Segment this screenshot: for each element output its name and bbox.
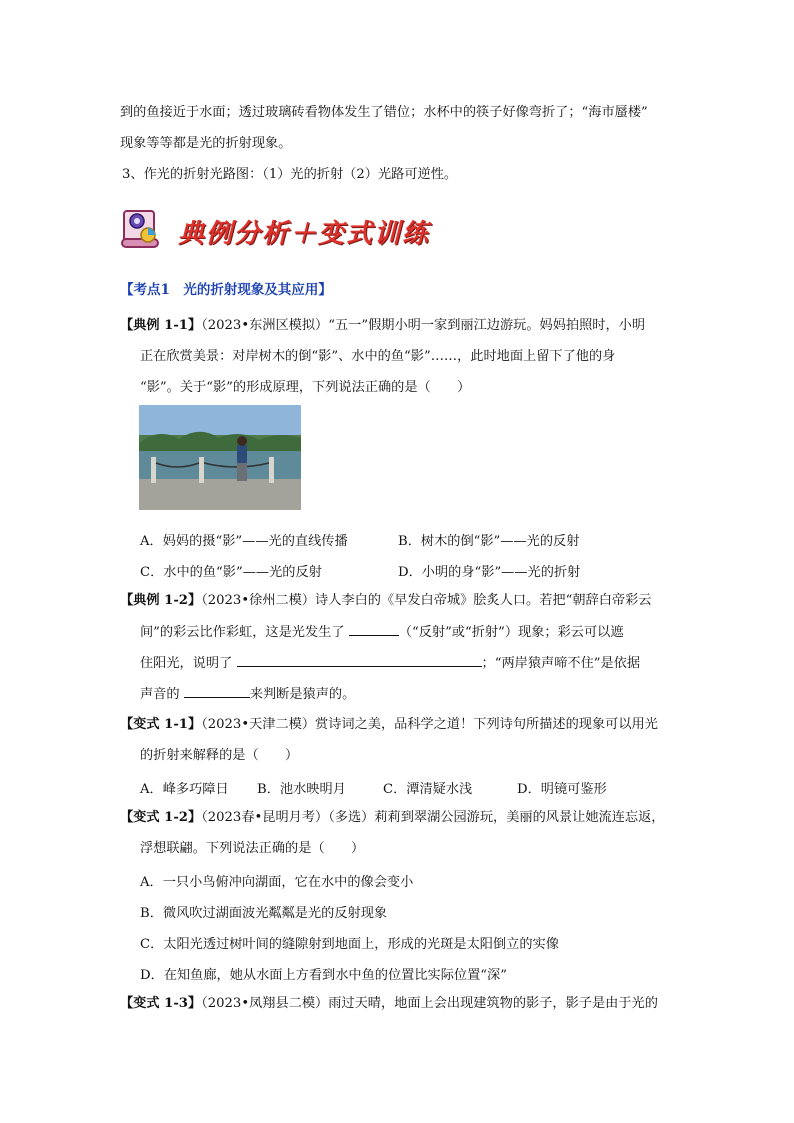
- answer-blank-2[interactable]: [237, 654, 482, 667]
- question-1-1-line-2: 正在欣赏美景：对岸树木的倒“影”、水中的鱼“影”……，此时地面上留下了他的身: [140, 349, 616, 364]
- variant-tag: 【变式 1-3】: [120, 996, 202, 1011]
- question-1-2-line-3: 住阳光，说明了 ；“两岸猿声啼不住”是依据: [140, 656, 641, 671]
- intro-line-1: 到的鱼接近于水面；透过玻璃砖看物体发生了错位；水杯中的筷子好像弯折了；“海市蜃楼”: [120, 105, 648, 120]
- banner-title: 典例分析＋变式训练: [178, 219, 431, 249]
- v1-2-option-d: D．在知鱼廊，她从水面上方看到水中鱼的位置比实际位置“深”: [140, 968, 507, 983]
- v1-2-option-c: C．太阳光透过树叶间的缝隙射到地面上，形成的光斑是太阳倒立的实像: [140, 937, 559, 952]
- kaodian-heading: 【考点1 光的折射现象及其应用】: [120, 282, 332, 298]
- question-1-2-line-2: 间”的彩云比作彩虹，这是光发生了 （“反射”或“折射”）现象；彩云可以遮: [140, 625, 624, 640]
- q1-1-option-b: B．树木的倒“影”——光的反射: [398, 534, 580, 549]
- section-banner: [118, 205, 438, 253]
- variant-tag: 【变式 1-1】: [120, 717, 202, 732]
- question-1-2-line-4: 声音的 来判断是猿声的。: [140, 687, 356, 702]
- q1-1-option-a: A．妈妈的摄“影”——光的直线传播: [140, 534, 348, 549]
- v1-1-option-c: C．潭清疑水浅: [383, 782, 473, 797]
- answer-blank-3[interactable]: [184, 685, 250, 698]
- variant-1-1-line-2: 的折射来解释的是（ ）: [140, 748, 299, 763]
- v1-1-option-d: D．明镜可鉴形: [517, 782, 607, 797]
- variant-1-1-line-1: 【变式 1-1】（2023•天津二模）赏诗词之美，品科学之道！下列诗句所描述的现象可以用光: [120, 717, 658, 732]
- answer-blank-1[interactable]: [349, 623, 399, 636]
- q1-1-option-c: C．水中的鱼“影”——光的反射: [140, 565, 322, 580]
- question-tag: 【典例 1-1】: [120, 318, 202, 333]
- lake-photo: [139, 405, 301, 510]
- variant-1-3-line-1: 【变式 1-3】（2023•凤翔县二模）雨过天晴，地面上会出现建筑物的影子，影子是由于光的: [120, 996, 658, 1011]
- variant-tag: 【变式 1-2】: [120, 810, 202, 825]
- intro-line-3: 3、作光的折射光路图：（1）光的折射（2）光路可逆性。: [122, 167, 458, 182]
- v1-2-option-a: A．一只小鸟俯冲向湖面，它在水中的像会变小: [140, 875, 414, 890]
- variant-1-2-line-2: 浮想联翩。下列说法正确的是（ ）: [140, 841, 365, 856]
- question-tag: 【典例 1-2】: [120, 593, 202, 608]
- q1-1-option-d: D．小明的身“影”——光的折射: [398, 565, 581, 580]
- v1-2-option-b: B．微风吹过湖面波光粼粼是光的反射现象: [140, 906, 388, 921]
- v1-1-option-a: A．峰多巧障日: [140, 782, 229, 797]
- v1-1-option-b: B．池水映明月: [257, 782, 346, 797]
- question-1-1-line-3: “影”。关于“影”的形成原理，下列说法正确的是（ ）: [140, 380, 471, 395]
- variant-1-2-line-1: 【变式 1-2】（2023春•昆明月考）（多选）莉莉到翠湖公园游玩，美丽的风景让她流连忘返，: [120, 810, 665, 825]
- question-1-2-line-1: 【典例 1-2】（2023•徐州二模）诗人李白的《早发白帝城》脍炙人口。若把“朝辞白帝彩云: [120, 593, 652, 608]
- scroll-icon: [118, 205, 168, 253]
- intro-line-2: 现象等等都是光的折射现象。: [120, 136, 292, 151]
- question-1-1-line-1: 【典例 1-1】（2023•东洲区模拟）“五一”假期小明一家到丽江边游玩。妈妈拍照时，小明: [120, 318, 646, 333]
